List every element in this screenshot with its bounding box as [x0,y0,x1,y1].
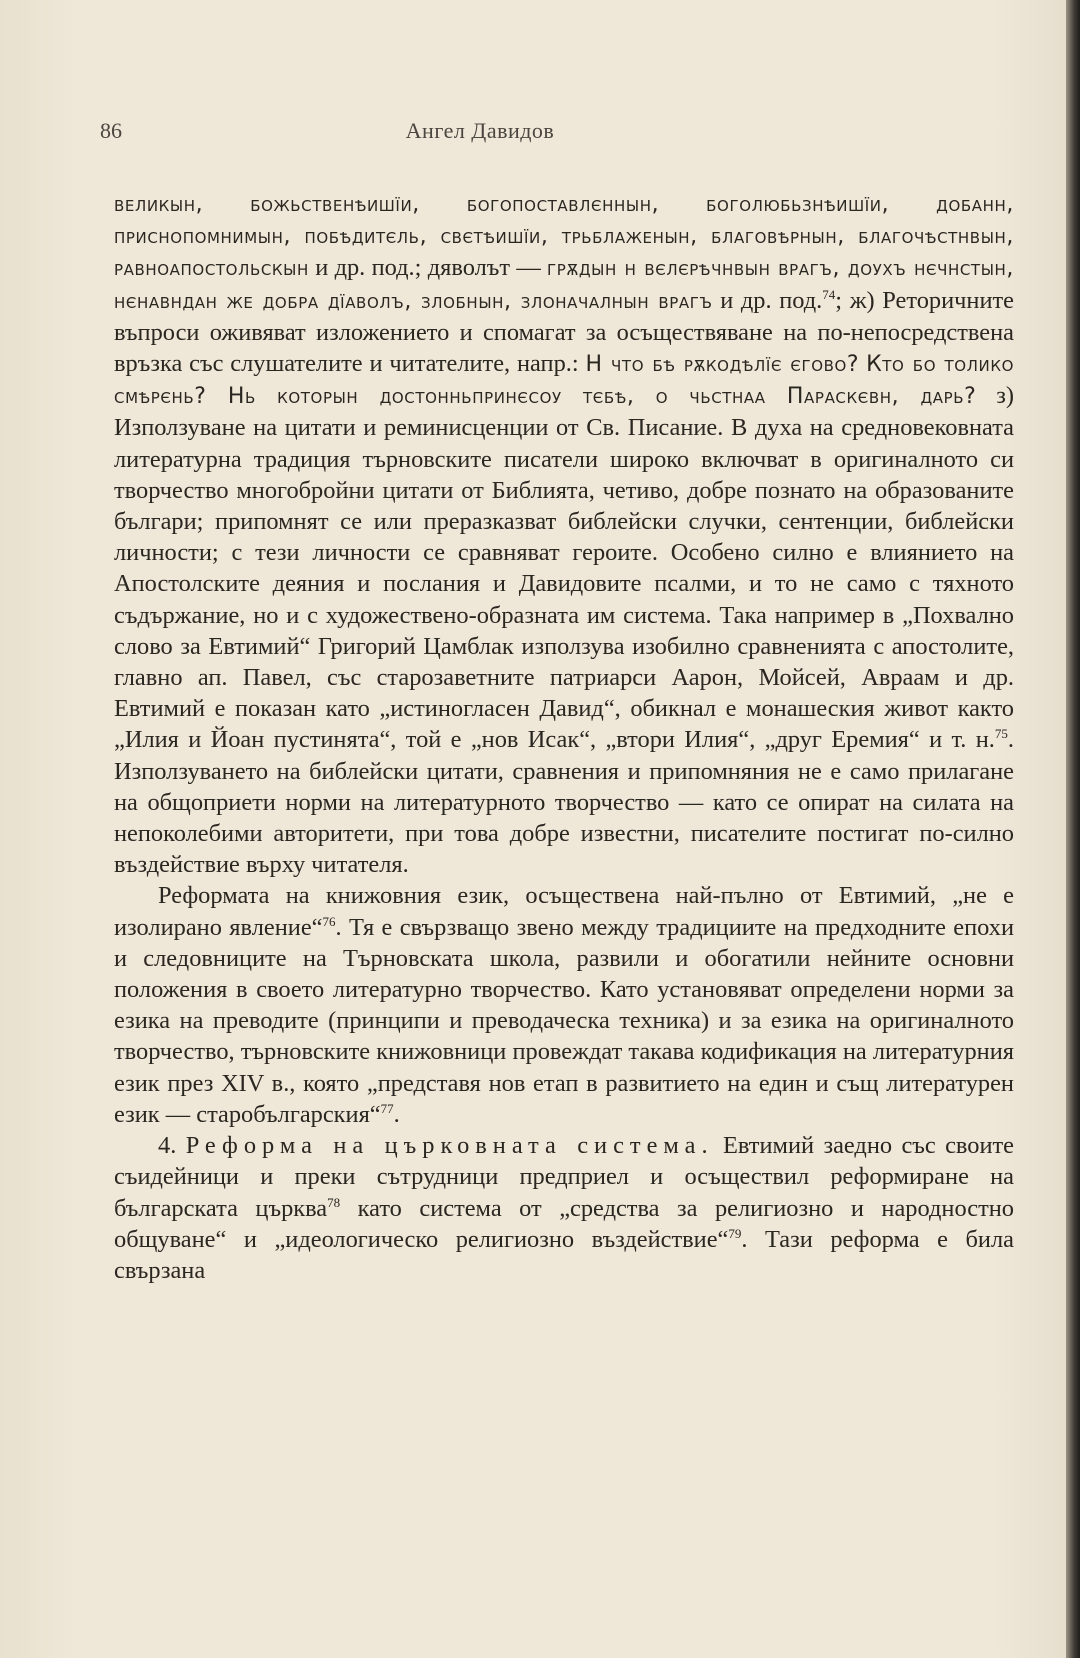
text-run: 4. [158,1132,186,1160]
church-slavonic-text: великын, божьственѣишїи, богопоставлєннын, боголюбьзнѣишїи, добанн, приснопомнимын, побѣдитєль, свєтѣишїи, трьблаженын, благовѣрнын, благочѣстнвын, равноапостольскын [114,192,1014,282]
text-run: и др. под.; дяволът — [308,254,548,282]
footnote-ref: 78 [327,1194,341,1210]
text-run: ; ж) Реторичните въпроси оживяват изложението и спомагат за осъществяване на по-непосредствена връзка със слушателите и читателите, напр.: [114,286,1014,378]
footnote-ref: 79 [728,1225,742,1241]
section-heading-spaced: Реформа на църковната система. [185,1132,714,1160]
footnote-ref: 74 [822,286,836,302]
church-slavonic-text: Кто бо толико смѣрєнь? Нь которын достонньпринєсоу тєбѣ, о чьстнаа Параскєвн, дарь? [114,352,1014,410]
text-run: . Тя е свързващо звено между традициите на предходните епохи и следовниците на Търновската школа, развили и обогатили нейните основни положения в своето литературно творчество. Като установяват определени норми за езика на преводите (принципи и преводаческа техника) и за езика на оригиналното творчество, търновските книжовници провеждат такава кодификация на литературния език през XIV в., която „представя нов етап в развитието на един и същ литературен език — старобългарския“ [114,913,1015,1128]
church-slavonic-text: грѫдын н вєлєрѣчнвын врагъ, доухъ нєчнстын, нєнавндан же добра дїаволъ, злобнын, злоначалнын врагъ [114,256,1014,314]
text-run: и др. под. [712,286,823,314]
running-head: Ангел Давидов [405,118,555,143]
text-run: . [393,1100,400,1128]
church-slavonic-text: Н что бѣ рѫкодѣлїє єгово? [585,352,860,378]
page-number: 86 [100,118,122,143]
page-header [100,118,1000,148]
book-spine-shadow [1066,0,1080,1658]
text-run: . Използуването на библейски цитати, сравнения и припомняния не е само прилагане на общоприети норми на литературното творчество — като се опират на силата на непоколебими авторитети, при това добре известни, писателите постигат по-силно въздействие върху читателя. [114,726,1014,879]
footnote-ref: 76 [322,913,336,929]
text-run: Евтимий заедно със своите съидейници и преки сътрудници предприел и осъществил реформиране на българската църква [114,1132,1015,1222]
text-run: . Тази реформа е била свързана [114,1225,1014,1284]
text-run: Реформата на книжовния език, осъществена най-пълно от Евтимий, „не е изолирано явление“ [114,882,1014,941]
paragraph [114,188,1014,880]
body-text [114,188,1014,1286]
text-run: з) Използуване на цитати и реминисценции от Св. Писание. В духа на средновековната литературна традиция търновските писатели широко включват в оригиналното си творчество многобройни цитати от Библията, четиво, добре познато на образованите българи; припомнят се или преразказват библейски случки, сентенции, библейски личности; с тези личности се сравняват героите. Особено силно е влиянието на Апостолските деяния и послания и Давидовите псалми, и то не само с тяхното съдържание, но и с художествено-образната им система. Така например в „Похвално слово за Евтимий“ Григорий Цамблак използува изобилно сравненията с апостолите, главно ап. Павел, със старозаветните патриарси Аарон, Мойсей, Авраам и др. Евтимий е показан като „истиногласен Давид“, обикнал е монашеския живот както „Илия и Йоан пустинята“, той е „нов Исак“, „втори Илия“, „друг Еремия“ и т. н. [114,382,1015,754]
text-run: като система от „средства за религиозно и народностно общуване“ и „идеологическо религиозно въздействие“ [114,1194,1014,1253]
paragraph [114,1130,1014,1286]
footnote-ref: 77 [380,1100,394,1116]
footnote-ref: 75 [994,726,1008,742]
paragraph [114,880,1014,1130]
